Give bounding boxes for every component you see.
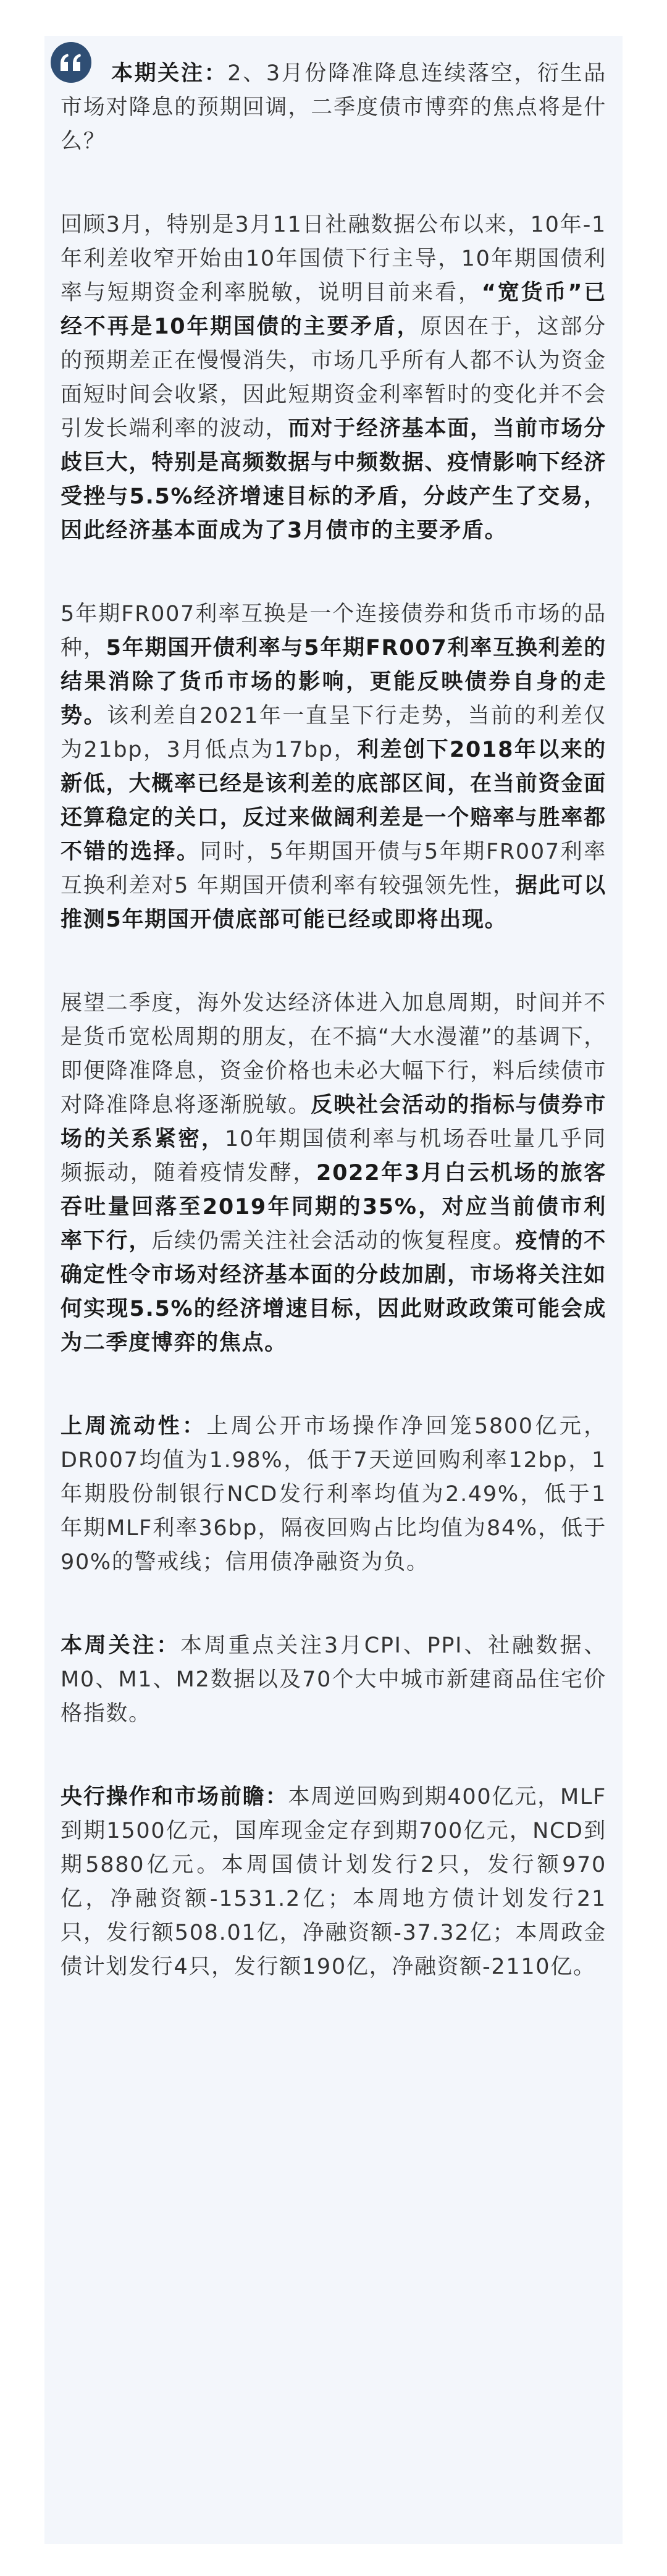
paragraph-irs-spread: [61, 597, 606, 937]
paragraph-segment-bold: 据此可以推测5年期国开债底部可能已经或即将出现。: [61, 873, 606, 932]
paragraph-segment-bold: 而对于经济基本面，当前市场分歧巨大，特别是高频数据与中频数据、疫情影响下经济受挫与5.5%经济增速目标的矛盾，分歧产生了交易，因此经济基本面成为了3月债市的主要矛盾。: [61, 416, 606, 543]
paragraph-segment: 回顾3月，特别是3月11日社融数据公布以来，10年-1年利差收窄开始由10年国债下行主导，10年期国债利率与短期资金利率脱敏，说明目前来看，: [61, 213, 606, 305]
paragraph-outlook-q2: [61, 987, 606, 1360]
paragraph-central-bank: [61, 1780, 606, 1984]
paragraph-segment: 10年期国债利率与机场吞吐量几乎同频振动，随着疫情发酵，: [61, 1127, 607, 1185]
paragraph-segment: 本周逆回购到期400亿元，MLF到期1500亿元，国库现金定存到期700亿元，NCD到期5880亿元。本周国债计划发行2只，发行额970亿，净融资额-1531.2亿；本周地方债计划发行21只，发行额508.01亿，净融资额-37.32亿；本周政金债计划发行4只，发行额190亿，净融资额-2110亿。: [61, 1785, 606, 1979]
paragraph-segment-bold: 利差创下2018年以来的新低，大概率已经是该利差的底部区间，在当前资金面还算稳定的关口，反过来做阔利差是一个赔率与胜率都不错的选择。: [61, 738, 606, 864]
paragraph-segment: 同时，5年期国开债与5年期FR007利率互换利差对5 年期国开债利率有较强领先性，: [61, 840, 607, 898]
paragraph-segment-bold: 5年期国开债利率与5年期FR007利率互换利差的结果消除了货币市场的影响，更能反映债券自身的走势。: [61, 636, 606, 728]
paragraph-heading: 央行操作和市场前瞻：: [61, 1785, 288, 1809]
paragraph-segment-bold: 反映社会活动的指标与债券市场的关系紧密，: [61, 1093, 606, 1151]
paragraph-segment: 展望二季度，海外发达经济体进入加息周期，时间并不是货币宽松周期的朋友，在不搞“大水漫灌”的基调下，即便降准降息，资金价格也未必大幅下行，料后续债市对降准降息将逐渐脱敏。: [61, 991, 606, 1118]
intro-text: 2、3月份降准降息连续落空，衍生品市场对降息的预期回调，二季度债市博弈的焦点将是什么？: [61, 61, 606, 154]
paragraph-heading: 本周关注：: [61, 1633, 181, 1658]
paragraph-segment-bold: “宽货币”已经不再是10年期国债的主要矛盾，: [61, 280, 606, 339]
paragraph-review-march: [61, 208, 606, 548]
paragraph-segment: 原因在于，这部分的预期差正在慢慢消失，市场几乎所有人都不认为资金面短时间会收紧，因此短期资金利率暂时的变化并不会引发长端利率的波动，: [61, 314, 606, 441]
paragraph-segment-bold: 2022年3月白云机场的旅客吞吐量回落至2019年同期的35%，对应当前债市利率下行，: [61, 1161, 606, 1253]
paragraph-segment: 上周公开市场操作净回笼5800亿元，DR007均值为1.98%，低于7天逆回购利率12bp，1年期股份制银行NCD发行利率均值为2.49%，低于1年期MLF利率36bp，隔夜回购占比均值为84%，低于90%的警戒线；信用债净融资为负。: [61, 1414, 606, 1575]
intro-paragraph: [61, 57, 606, 159]
paragraph-segment: 该利差自2021年一直呈下行走势，当前的利差仅为21bp，3月低点为17bp，: [61, 704, 606, 762]
paragraph-segment: 本周重点关注3月CPI、PPI、社融数据、M0、M1、M2数据以及70个大中城市新建商品住宅价格指数。: [61, 1633, 606, 1726]
paragraph-heading: 上周流动性：: [61, 1414, 207, 1439]
paragraph-this-week: [61, 1629, 606, 1731]
paragraph-segment: 5年期FR007利率互换是一个连接债券和货币市场的品种，: [61, 602, 606, 660]
intro-label: 本期关注：: [111, 61, 228, 86]
paragraph-segment: 后续仍需关注社会活动的恢复程度。: [151, 1229, 516, 1253]
article-content: [61, 57, 606, 1984]
paragraph-segment-bold: 疫情的不确定性令市场对经济基本面的分歧加剧，市场将关注如何实现5.5%的经济增速目标，因此财政政策可能会成为二季度博弈的焦点。: [61, 1229, 606, 1355]
paragraph-liquidity: [61, 1410, 606, 1580]
